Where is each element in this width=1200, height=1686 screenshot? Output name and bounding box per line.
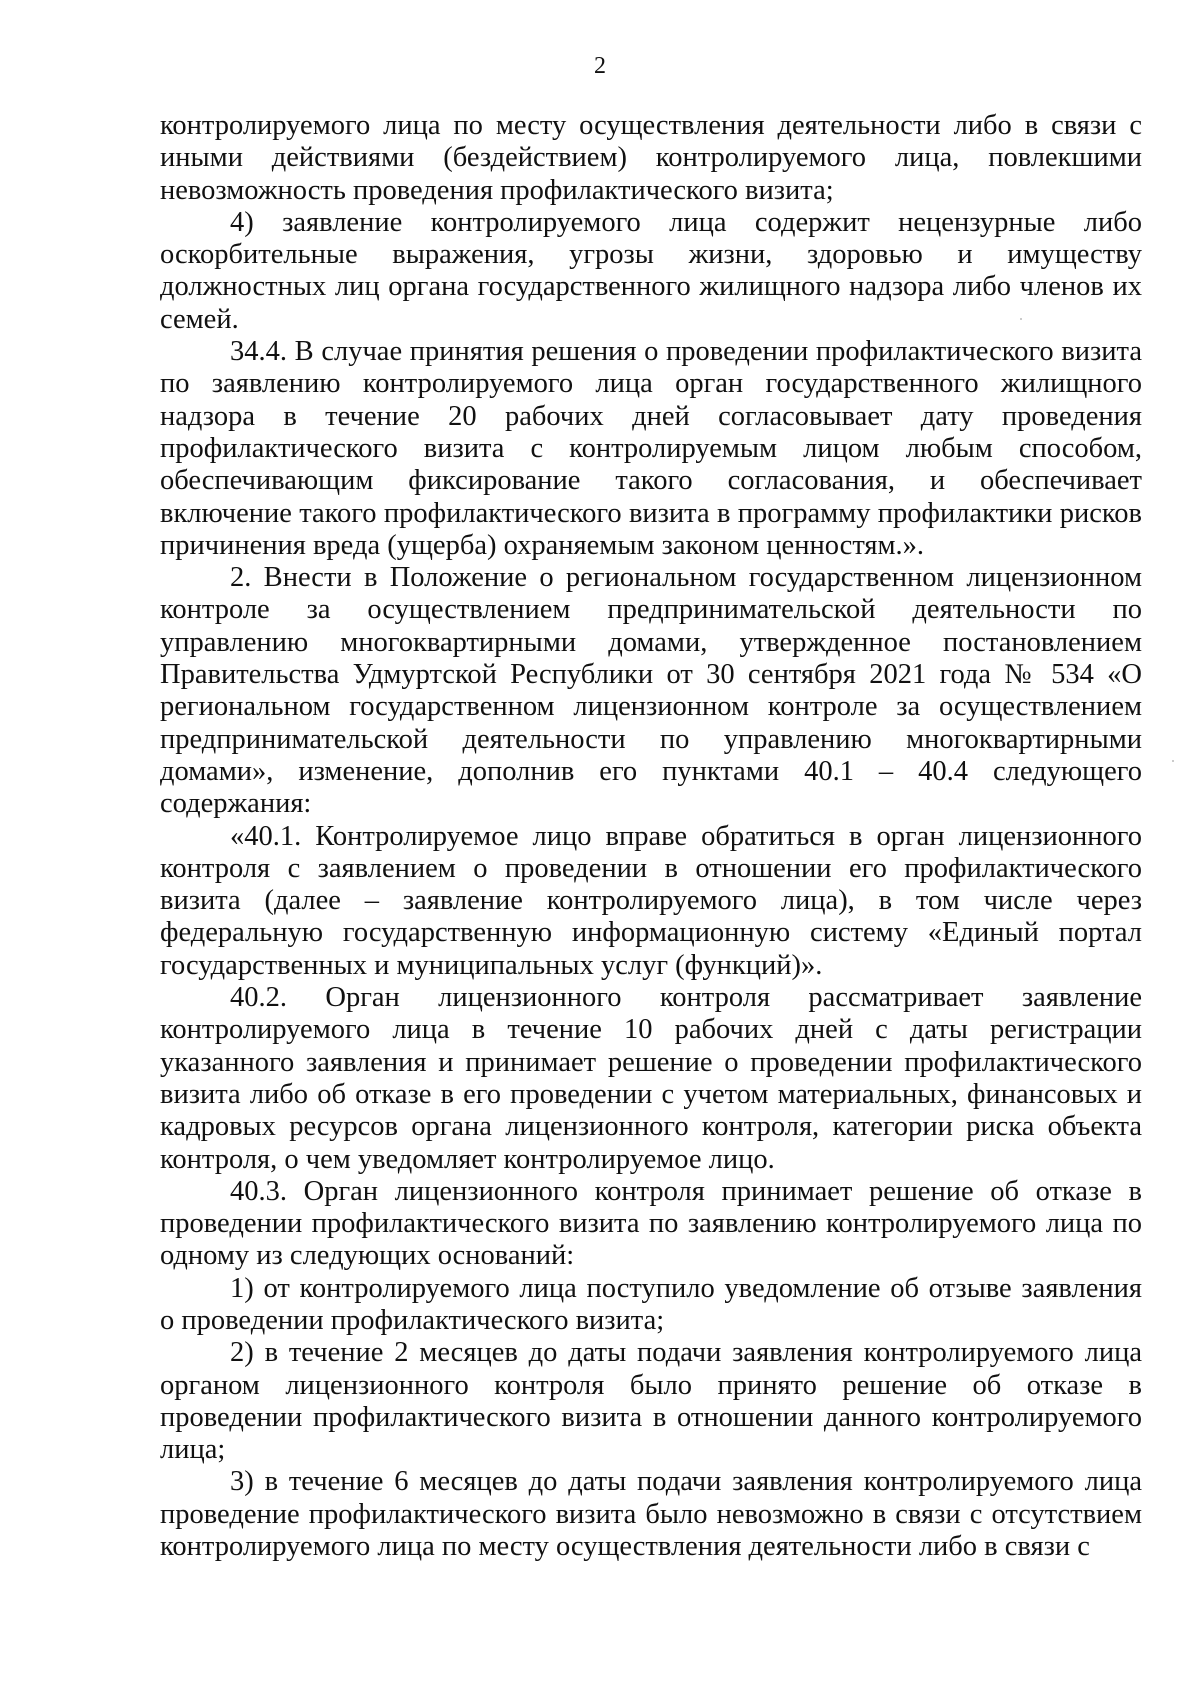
paragraph-34-4: 34.4. В случае принятия решения о проведении профилактического визита по заявлению контролируемого лица орган государственного жилищного надзора в течение 20 рабочих дней согласовывает дату проведения профилактического визита с контролируемым лицом любым способом, обеспечивающим фиксирование такого согласования, и обеспечивает включение такого профилактического визита в программу профилактики рисков причинения вреда (ущерба) охраняемым законом ценностям.».	[160, 336, 1142, 561]
paragraph-item-4: 4) заявление контролируемого лица содержит нецензурные либо оскорбительные выражения, угрозы жизни, здоровью и имуществу должностных лиц органа государственного жилищного надзора либо членов их семей.	[160, 206, 1142, 335]
scan-speck	[1172, 760, 1174, 762]
page-number: 2	[594, 53, 606, 79]
paragraph-item-3: 3) в течение 6 месяцев до даты подачи заявления контролируемого лица проведение профилактического визита было невозможно в связи с отсутствием контролируемого лица по месту осуществления деятельности либо в связи с	[160, 1466, 1142, 1563]
document-body	[160, 110, 1142, 1563]
paragraph-40-3: 40.3. Орган лицензионного контроля принимает решение об отказе в проведении профилактического визита по заявлению контролируемого лица по одному из следующих оснований:	[160, 1175, 1142, 1272]
paragraph-40-2: 40.2. Орган лицензионного контроля рассматривает заявление контролируемого лица в течение 10 рабочих дней с даты регистрации указанного заявления и принимает решение о проведении профилактического визита либо об отказе в его проведении с учетом материальных, финансовых и кадровых ресурсов органа лицензионного контроля, категории риска объекта контроля, о чем уведомляет контролируемое лицо.	[160, 982, 1142, 1175]
paragraph-item-2: 2) в течение 2 месяцев до даты подачи заявления контролируемого лица органом лицензионного контроля было принято решение об отказе в проведении профилактического визита в отношении данного контролируемого лица;	[160, 1337, 1142, 1466]
paragraph-2-amendment: 2. Внести в Положение о региональном государственном лицензионном контроле за осуществлением предпринимательской деятельности по управлению многоквартирными домами, утвержденное постановлением Правительства Удмуртской Республики от 30 сентября 2021 года № 534 «О региональном государственном лицензионном контроле за осуществлением предпринимательской деятельности по управлению многоквартирными домами», изменение, дополнив его пунктами 40.1 – 40.4 следующего содержания:	[160, 562, 1142, 820]
scan-speck	[1020, 318, 1022, 320]
paragraph-item-1: 1) от контролируемого лица поступило уведомление об отзыве заявления о проведении профилактического визита;	[160, 1272, 1142, 1336]
paragraph-40-1: «40.1. Контролируемое лицо вправе обратиться в орган лицензионного контроля с заявлением о проведении в отношении его профилактического визита (далее – заявление контролируемого лица), в том числе через федеральную государственную информационную систему «Единый портал государственных и муниципальных услуг (функций)».	[160, 820, 1142, 981]
paragraph-continuation: контролируемого лица по месту осуществления деятельности либо в связи с иными действиями (бездействием) контролируемого лица, повлекшими невозможность проведения профилактического визита;	[160, 110, 1142, 206]
